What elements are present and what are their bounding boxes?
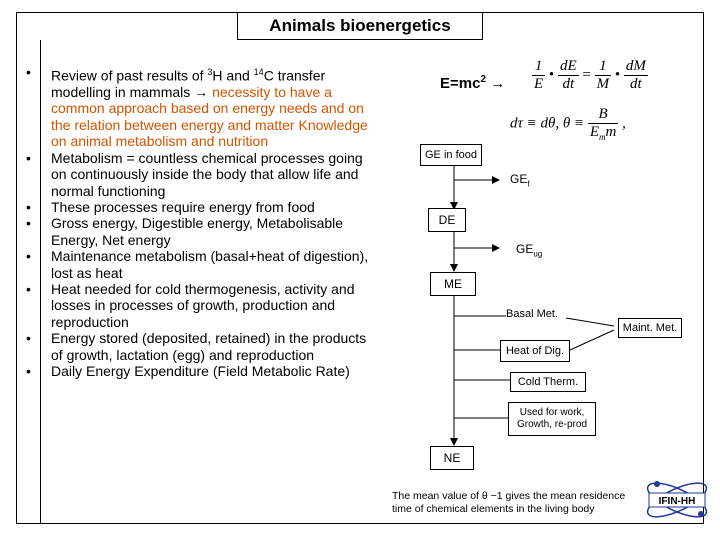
time-formula: dτ ≡ dθ, θ ≡ $\frac{B}{E_mm}$ ,	[510, 106, 626, 142]
cold-therm-box: Cold Therm.	[510, 372, 586, 392]
atom-logo-icon	[641, 470, 713, 530]
arrow-head	[450, 438, 458, 446]
bullet-item: • Daily Energy Expenditure (Field Metabolic Rate)	[26, 362, 350, 379]
gef-label: $GE_f$	[510, 172, 530, 189]
bullet-item: • These processes require energy from food	[26, 198, 315, 215]
bullet-dot: •	[26, 64, 31, 80]
used-for-work-box: Used for work, Growth, re-prod	[508, 402, 596, 436]
ne-box: NE	[430, 446, 474, 470]
basal-met-label: Basal Met.	[506, 308, 558, 320]
ifin-hh-logo	[641, 470, 713, 530]
arrow-head	[492, 176, 500, 184]
arrow-head	[450, 264, 458, 272]
flow-branch	[570, 330, 614, 350]
bullet-item: • Energy stored (deposited, retained) in the products of growth, lactation (egg) and reproduction	[26, 330, 367, 363]
geug-label: $GE_{ug}$	[516, 242, 543, 259]
me-box: ME	[430, 272, 476, 296]
heat-of-dig-box: Heat of Dig.	[500, 340, 570, 362]
rate-formula: $\frac{1}{E}$ • $\frac{dE}{dt}$ = $\frac{1}{M}$ • $\frac{dM}{dt}$	[534, 58, 646, 92]
bullet-item: • Gross energy, Digestible energy, Metabolisable Energy, Net energy	[26, 215, 344, 248]
bullet-item: • Maintenance metabolism (basal+heat of digestion), lost as heat	[26, 248, 369, 281]
maint-met-box: Maint. Met.	[618, 318, 682, 338]
bullet-item: • Heat needed for cold thermogenesis, activity and losses in processes of growth, production and reproduction	[26, 280, 355, 330]
highlight-text: necessity to have a common approach based on energy needs and on the relation between energy and matter Knowledge on animal metabolism and nutrition	[51, 84, 368, 150]
de-box: DE	[428, 208, 466, 232]
logo-text: IFIN-HH	[658, 496, 696, 507]
slide-title: Animals bioenergetics	[237, 12, 483, 40]
arrow-head	[492, 244, 500, 252]
bullet-item: • Metabolism = countless chemical processes going on continuously inside the body that allow life and normal functioning	[26, 149, 363, 199]
flow-branch	[566, 318, 614, 326]
footnote: The mean value of θ −1 gives the mean residence time of chemical elements in the living body	[392, 490, 626, 515]
mass-energy-equation: $E=mc^2$ →	[440, 74, 506, 92]
ge-in-food-box: GE in food	[420, 144, 482, 166]
bullet-item: • Review of past results of $^3$H and $^{14}$C transfer modelling in mammals → necessity to have a common approach based on energy needs and on the relation between energy and matter Knowledge on animal metabolism and nutrition	[26, 64, 368, 150]
